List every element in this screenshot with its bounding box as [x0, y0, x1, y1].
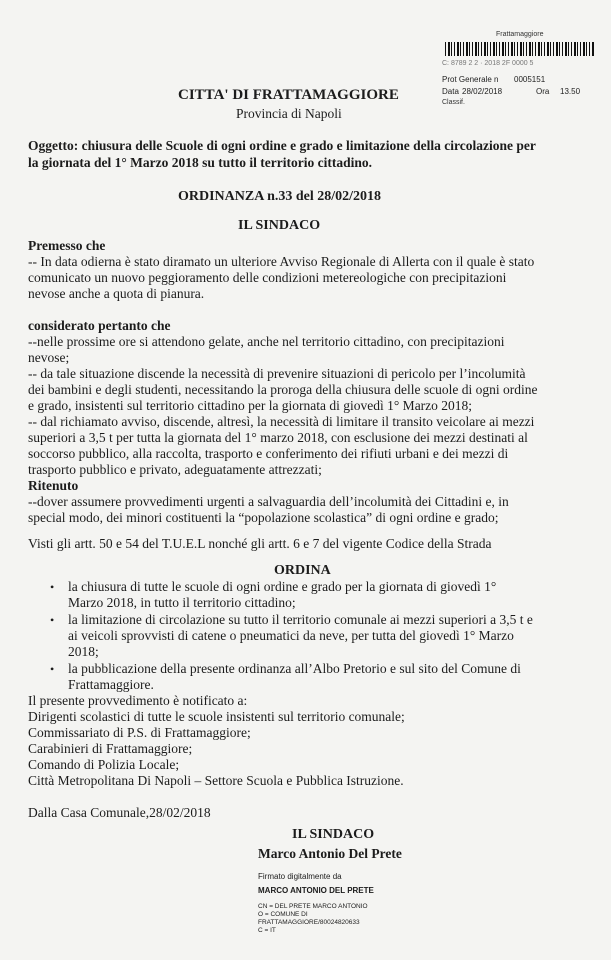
ordina-item-line: Frattamaggiore.	[68, 677, 154, 692]
bullet-icon: •	[50, 613, 55, 627]
stamp-ora-value: 13.50	[560, 87, 581, 96]
barcode	[445, 42, 595, 56]
sindaco-heading: IL SINDACO	[238, 218, 321, 233]
stamp-ora-label: Ora	[536, 87, 550, 96]
firma-title: IL SINDACO	[292, 827, 375, 842]
digital-name: MARCO ANTONIO DEL PRETE	[258, 886, 374, 895]
bullet-icon: •	[50, 662, 55, 676]
considerato-line: e grado, insistenti sul territorio cittadino per la giornata di giovedì 1° Marzo 2018;	[28, 398, 473, 413]
digital-cn: CN = DEL PRETE MARCO ANTONIO	[258, 903, 368, 910]
stamp-classif: Classif.	[442, 99, 465, 106]
oggetto-line2: la giornata del 1° Marzo 2018 su tutto il territorio cittadino.	[28, 155, 372, 170]
ordina-item-line: la pubblicazione della presente ordinanza all’Albo Pretorio e sul sito del Comune di	[68, 661, 521, 676]
premesso-line: -- In data odierna è stato diramato un ulteriore Avviso Regionale di Allerta con il quale è stato	[28, 254, 535, 269]
digital-o2: FRATTAMAGGIORE/80024820633	[258, 919, 360, 926]
considerato-line: superiori a 3,5 t per tutta la giornata del 1° marzo 2018, con esclusione dei mezzi destinati al	[28, 430, 528, 445]
ordina-title: ORDINA	[274, 563, 331, 578]
digital-label: Firmato digitalmente da	[258, 872, 342, 881]
notifica-line: Carabinieri di Frattamaggiore;	[28, 741, 193, 756]
notifica-line: Città Metropolitana Di Napoli – Settore Scuola e Pubblica Istruzione.	[28, 773, 404, 788]
stamp-comune: Frattamaggiore	[496, 31, 544, 38]
oggetto-line1: Oggetto: chiusura delle Scuole di ogni ordine e grado e limitazione della circolazione per	[28, 138, 536, 153]
premesso-title: Premesso che	[28, 238, 106, 253]
ordina-item-line: Marzo 2018, in tutto il territorio cittadino;	[68, 595, 296, 610]
ritenuto-line: --dover assumere provvedimenti urgenti a salvaguardia dell’incolumità dei Cittadini e, in	[28, 494, 509, 509]
ritenuto-title: Ritenuto	[28, 478, 79, 493]
digital-o: O = COMUNE DI	[258, 911, 308, 918]
stamp-data-label: Data	[442, 87, 459, 96]
considerato-line: -- dal richiamato avviso, discende, altresì, la necessità di limitare il transito veicolare ai mezzi	[28, 414, 535, 429]
notifica-title: Il presente provvedimento è notificato a:	[28, 693, 248, 708]
considerato-line: --nelle prossime ore si attendono gelate, anche nel territorio cittadino, con precipitazioni	[28, 334, 505, 349]
ordina-item-line: 2018;	[68, 644, 99, 659]
province: Provincia di Napoli	[236, 106, 342, 121]
ordina-item-line: ai veicoli sprovvisti di catene o pneumatici da neve, per tutta del giovedì 1° Marzo	[68, 628, 514, 643]
city-title: CITTA' DI FRATTAMAGGIORE	[178, 87, 399, 103]
considerato-line: nevose;	[28, 350, 70, 365]
ordina-item-line: la limitazione di circolazione su tutto il territorio comunale ai mezzi superiori a 3,5 t e	[68, 612, 533, 627]
premesso-line: comunicato un nuovo peggioramento delle condizioni metereologiche con precipitazioni	[28, 270, 507, 285]
considerato-line: trasporto pubblico e privato, adeguatamente attrezzati;	[28, 462, 322, 477]
firma-name: Marco Antonio Del Prete	[258, 846, 402, 861]
bullet-icon: •	[50, 580, 55, 594]
stamp-data-value: 28/02/2018	[462, 87, 503, 96]
notifica-line: Commissariato di P.S. di Frattamaggiore;	[28, 725, 251, 740]
stamp-prot-label: Prot Generale n	[442, 75, 499, 84]
premesso-line: nevose anche a quota di pianura.	[28, 286, 205, 301]
ordinanza-title: ORDINANZA n.33 del 28/02/2018	[178, 189, 382, 204]
considerato-line: -- da tale situazione discende la necessità di prevenire situazioni di pericolo per l’incolumità	[28, 366, 526, 381]
visti-line: Visti gli artt. 50 e 54 del T.U.E.L nonché gli artt. 6 e 7 del vigente Codice della Strada	[28, 536, 492, 551]
considerato-line: dei bambini e degli studenti, necessitando la proroga della chiusura delle scuole di ogni ordine	[28, 382, 538, 397]
considerato-title: considerato pertanto che	[28, 318, 171, 333]
notifica-line: Comando di Polizia Locale;	[28, 757, 180, 772]
notifica-line: Dirigenti scolastici di tutte le scuole insistenti sul territorio comunale;	[28, 709, 405, 724]
stamp-prot-number: 0005151	[514, 75, 546, 84]
stamp-code: C: 8789 2 2 · 2018 2F 0000 5	[442, 60, 534, 67]
digital-c: C = IT	[258, 927, 276, 934]
considerato-line: soccorso pubblico, alla raccolta, trasporto e conferimento dei rifiuti urbani e dei mezzi di	[28, 446, 509, 461]
ritenuto-line: special modo, dei minori costituenti la “popolazione scolastica” di ogni ordine e grado;	[28, 510, 499, 525]
ordina-item-line: la chiusura di tutte le scuole di ogni ordine e grado per la giornata di giovedì 1°	[68, 579, 497, 594]
luogo-data: Dalla Casa Comunale,28/02/2018	[28, 805, 211, 820]
